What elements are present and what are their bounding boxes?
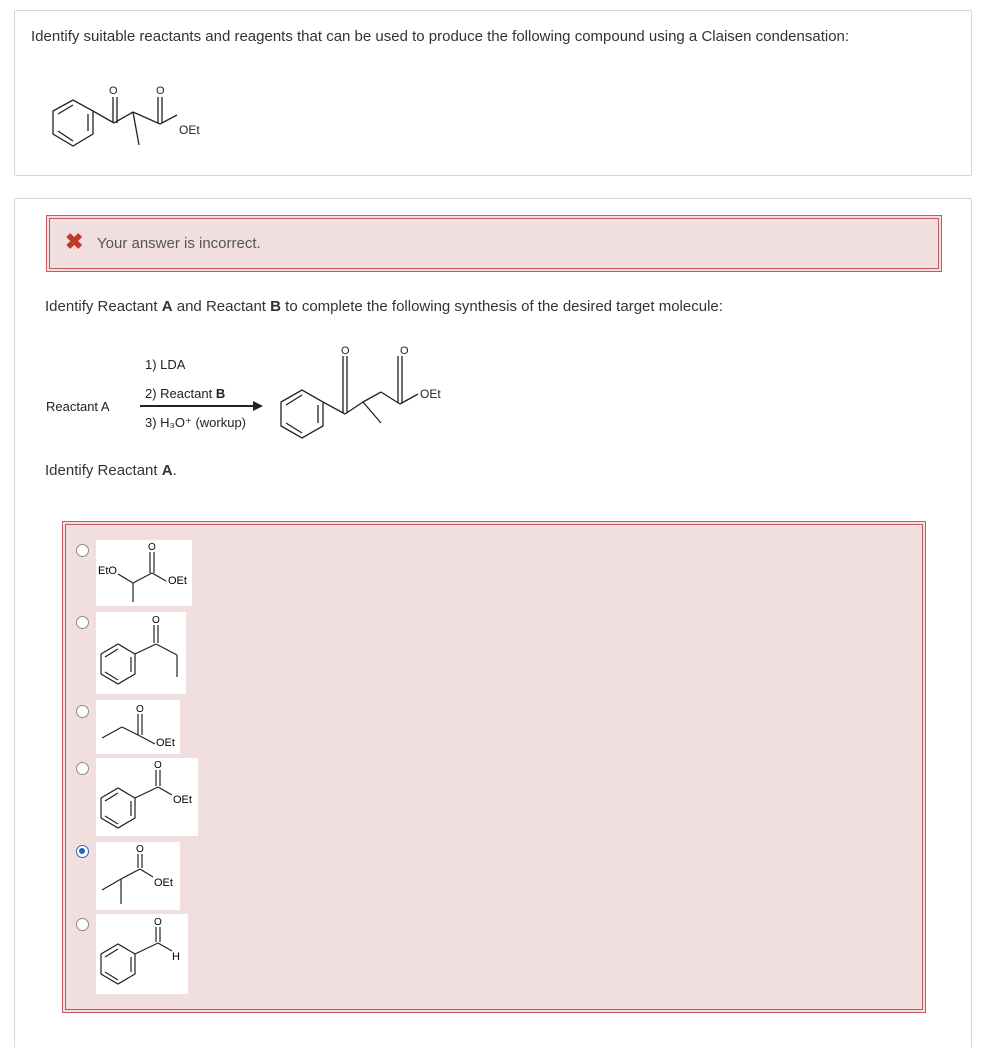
svg-text:O: O — [109, 85, 118, 97]
svg-text:O: O — [341, 345, 350, 357]
answer-card — [14, 198, 972, 1048]
svg-text:OEt: OEt — [154, 877, 173, 889]
choice-4-radio[interactable] — [76, 762, 89, 775]
choice-2-radio[interactable] — [76, 616, 89, 629]
answer-choices-group — [62, 521, 926, 1013]
svg-text:O: O — [136, 844, 144, 855]
target-oet-label: OEt — [179, 123, 200, 137]
svg-text:OEt: OEt — [168, 575, 187, 587]
svg-text:O: O — [154, 917, 162, 928]
x-icon: ✖ — [65, 229, 84, 254]
identify-reactant-a-prompt: Identify Reactant A. — [45, 462, 177, 479]
svg-text:OEt: OEt — [156, 737, 175, 749]
svg-text:EtO: EtO — [98, 565, 117, 577]
reagent-step-2: 2) Reactant B — [145, 386, 226, 401]
svg-text:O: O — [154, 760, 162, 771]
product-oet-label: OEt — [420, 387, 441, 401]
feedback-text: Your answer is incorrect. — [97, 235, 261, 252]
svg-text:O: O — [136, 704, 144, 715]
svg-text:O: O — [148, 542, 156, 553]
reagent-step-1: 1) LDA — [145, 357, 186, 372]
svg-text:O: O — [400, 345, 409, 357]
synthesis-instruction: Identify Reactant A and Reactant B to complete the following synthesis of the desired target molecule: — [45, 298, 723, 315]
choice-6-radio[interactable] — [76, 918, 89, 931]
choice-3-radio[interactable] — [76, 705, 89, 718]
target-molecule-structure — [29, 69, 219, 169]
choice-4-structure[interactable] — [96, 758, 198, 836]
product-molecule-structure — [275, 334, 465, 444]
choice-3-structure[interactable] — [96, 700, 180, 754]
question-card — [14, 10, 972, 176]
choice-2-structure[interactable] — [96, 612, 186, 694]
choice-6-structure[interactable] — [96, 914, 188, 994]
reaction-arrowhead — [253, 401, 263, 411]
svg-text:H: H — [172, 951, 180, 963]
reactant-a-label: Reactant A — [46, 399, 110, 414]
choice-5-radio[interactable] — [76, 845, 89, 858]
reagent-step-3: 3) H₃O⁺ (workup) — [145, 415, 247, 430]
choice-1-structure[interactable] — [96, 540, 192, 606]
choice-1-radio[interactable] — [76, 544, 89, 557]
svg-text:O: O — [156, 85, 165, 97]
choice-5-structure[interactable] — [96, 842, 180, 910]
svg-text:OEt: OEt — [173, 794, 192, 806]
feedback-banner — [46, 215, 942, 272]
question-prompt: Identify suitable reactants and reagents that can be used to produce the following compound using a Claisen condensation: — [31, 28, 850, 45]
reaction-arrow — [140, 405, 258, 407]
svg-text:O: O — [152, 615, 160, 626]
